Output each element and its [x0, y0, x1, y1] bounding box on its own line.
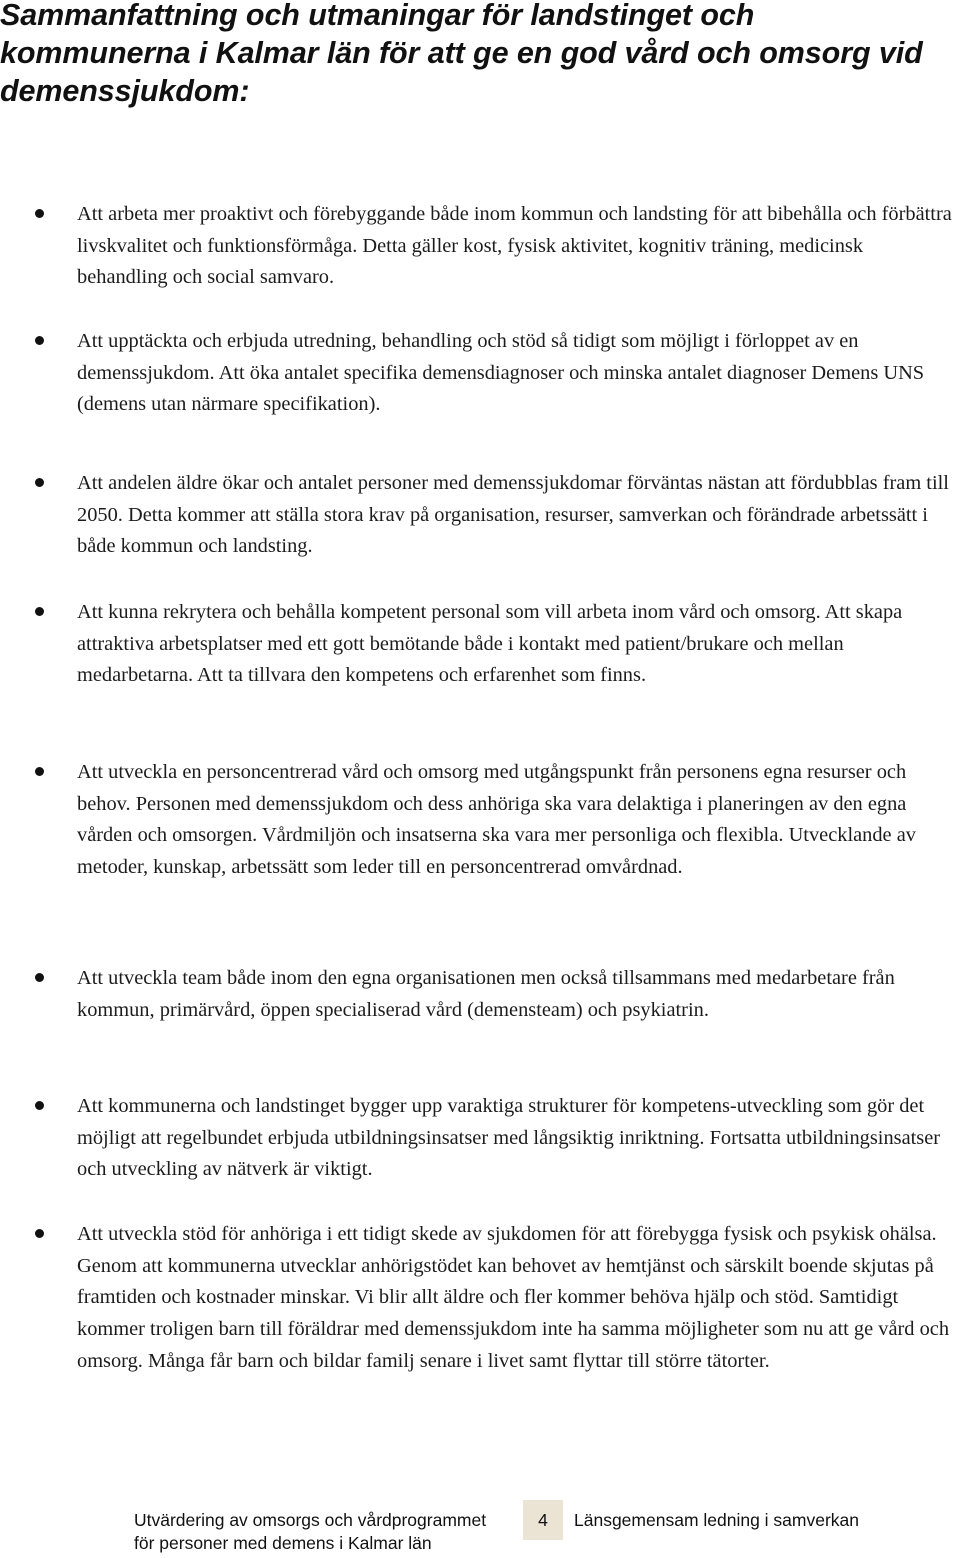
page-footer	[0, 1500, 960, 1558]
bullet-text: Att upptäckta och erbjuda utredning, behandling och stöd så tidigt som möjligt i förloppet av en demenssjukdom. Att öka antalet specifika demensdiagnoser och minska antalet diagnoser Demens UNS (demens utan närmare specifikation).	[77, 330, 925, 416]
bullet-icon	[35, 336, 44, 345]
bullet-icon	[35, 1229, 44, 1238]
bullet-icon	[35, 1101, 44, 1110]
bullet-text: Att utveckla stöd för anhöriga i ett tidigt skede av sjukdomen för att förebygga fysisk och psykisk ohälsa. Genom att kommunerna utvecklar anhörigstödet kan behovet av hemtjänst och särskilt boende skjutas på framtiden och kostnader minskar. Vi blir allt äldre och fler kommer behöva hjälp och stöd. Samtidigt kommer troligen barn till föräldrar med demenssjukdom inte ha samma möjligheter som nu att ge vård och omsorg. Många får barn och bildar familj senare i livet samt flyttar till större tätorter.	[77, 1223, 950, 1372]
bullet-icon	[35, 478, 44, 487]
footer-tagline: Länsgemensam ledning i samverkan	[574, 1510, 860, 1530]
bullet-icon	[35, 607, 44, 616]
footer-title-line: för personer med demens i Kalmar län	[134, 1533, 432, 1553]
footer-document-title	[134, 1509, 534, 1555]
page-title: Sammanfattning och utmaningar för landstinget och kommunerna i Kalmar län för att ge en god vård och omsorg vid demenssjukdom:	[0, 0, 923, 108]
bullet-text: Att andelen äldre ökar och antalet personer med demenssjukdomar förväntas nästan att fördubblas fram till 2050. Detta kommer att ställa stora krav på organisation, resurser, samverkan och förändrade arbetssätt i både kommun och landsting.	[77, 472, 949, 558]
bullet-text: Att kunna rekrytera och behålla kompetent personal som vill arbeta inom vård och omsorg. Att skapa attraktiva arbetsplatser med ett gott bemötande både i kontakt med patient/brukare och mellan medarbetarna. Att ta tillvara den kompetens och erfarenhet som finns.	[77, 601, 903, 687]
bullet-icon	[35, 209, 44, 218]
bullet-text: Att arbeta mer proaktivt och förebyggande både inom kommun och landsting för att bibehålla och förbättra livskvalitet och funktionsförmåga. Detta gäller kost, fysisk aktivitet, kognitiv träning, medicinsk behandling och social samvaro.	[77, 203, 952, 289]
page-number: 4	[523, 1500, 563, 1540]
bullet-text: Att kommunerna och landstinget bygger upp varaktiga strukturer för kompetens-utveckling som gör det möjligt att regelbundet erbjuda utbildningsinsatser med långsiktig inriktning. Fortsatta utbildningsinsatser och utveckling av nätverk är viktigt.	[77, 1095, 941, 1181]
footer-title-line: Utvärdering av omsorgs och vårdprogrammet	[134, 1510, 487, 1530]
bullet-text: Att utveckla team både inom den egna organisationen men också tillsammans med medarbetare från kommun, primärvård, öppen specialiserad vård (demensteam) och psykiatrin.	[77, 967, 895, 1021]
bullet-icon	[35, 973, 44, 982]
bullet-icon	[35, 767, 44, 776]
bullet-text: Att utveckla en personcentrerad vård och omsorg med utgångspunkt från personens egna resurser och behov. Personen med demenssjukdom och dess anhöriga ska vara delaktiga i planeringen av den egna vården och omsorgen. Vårdmiljön och insatserna ska vara mer personliga och flexibla. Utvecklande av metoder, kunskap, arbetssätt som leder till en personcentrerad omvårdnad.	[77, 761, 916, 879]
